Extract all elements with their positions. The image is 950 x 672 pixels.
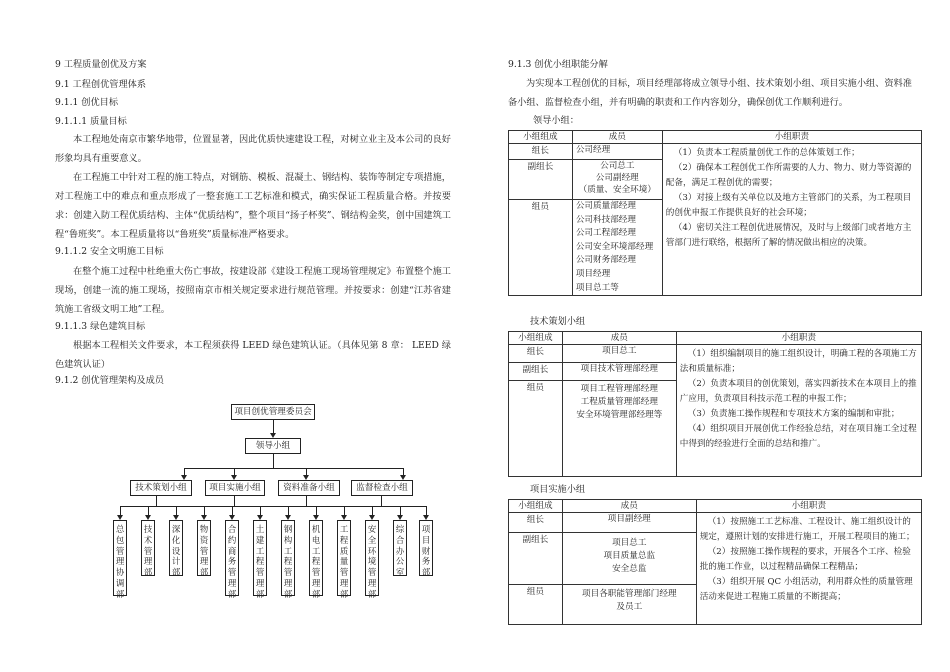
t2-members-deputy: 项目技术管理部经理 <box>562 363 676 381</box>
heading-9-1-1-1: 9.1.1.1 质量目标 <box>55 116 127 127</box>
org-group-supervision: 监督检查小组 <box>351 480 413 496</box>
org-leader-group: 领导小组 <box>245 438 301 454</box>
t1-members-deputy: 公司总工 公司副经理 （质量、安全环境） <box>572 160 662 200</box>
t1-role-leader: 组长 <box>509 144 573 160</box>
dept-steel: 钢构工程管理部 <box>281 520 295 596</box>
t2-th-composition: 小组组成 <box>509 332 563 345</box>
paragraph-green-goal: 根据本工程相关文件要求，本工程须获得 LEED 绿色建筑认证。（具体见第 8 章： LEED 绿色建筑认证） <box>55 340 451 370</box>
heading-9-1-2: 9.1.2 创优管理架构及成员 <box>55 375 164 386</box>
t2-members-member: 项目工程管理部经理 工程质量管理部经理 安全环境管理部经理等 <box>562 381 676 477</box>
t3-role-leader: 组长 <box>509 513 563 533</box>
dept-technical: 技术管理部 <box>141 520 155 576</box>
t3-role-member: 组员 <box>509 585 563 625</box>
t2-duties: （1）组织编制项目的施工组织设计，明确工程的各项施工方法和质量标准； （2）负责本项目的创优策划，落实四新技术在本项目上的推广应用，负责项目科技示范工程的申报工作； （3）负责施工操作规程和专项技术方案的编制和审批； （4）组织项目开展创优工作经验总结，对在项目施工全过程中得到的经验进行全面的总结和推广。 <box>676 345 921 477</box>
t2-role-member: 组员 <box>509 381 563 477</box>
table-leader-group <box>508 130 922 296</box>
dept-mep: 机电工程管理部 <box>309 520 323 596</box>
heading-9: 9 工程质量创优及方案 <box>55 59 147 70</box>
t2-members-leader: 项目总工 <box>562 345 676 363</box>
org-group-implementation: 项目实施小组 <box>205 480 265 496</box>
t2-role-deputy: 副组长 <box>509 363 563 381</box>
t2-th-members: 成员 <box>562 332 676 345</box>
org-group-tech-planning: 技术策划小组 <box>130 480 192 496</box>
dept-contracts: 合约商务管理部 <box>225 520 239 596</box>
t3-members-member: 项目各职能管理部门经理 及员工 <box>562 585 696 625</box>
t3-role-deputy: 副组长 <box>509 533 563 585</box>
paragraph-groups-intro: 为实现本工程创优的目标，项目经理部将成立领导小组、技术策划小组、项目实施小组、资料准备小组、监督检查小组，并有明确的职责和工作内容划分，确保创优工作顺利进行。 <box>508 78 912 108</box>
t2-role-leader: 组长 <box>509 345 563 363</box>
t1-members-leader: 公司经理 <box>572 144 662 160</box>
dept-general-coordination: 总包管理协调部 <box>113 520 127 596</box>
t1-role-member: 组员 <box>509 200 573 296</box>
heading-9-1-3: 9.1.3 创优小组职能分解 <box>508 59 608 70</box>
th-members: 成员 <box>572 131 662 144</box>
paragraph-quality-intro: 本工程地处南京市繁华地带，位置显著，因此优质快速建设工程，对树立业主及本公司的良好形象均具有重要意义。 <box>55 134 451 164</box>
org-chart <box>100 398 480 613</box>
table-leader-title: 领导小组： <box>533 115 579 126</box>
heading-9-1-1-3: 9.1.1.3 绿色建筑目标 <box>55 321 146 332</box>
t1-duties: （1）负责本工程质量创优工作的总体策划工作； （2）确保本工程创优工作所需要的人力、物力、财力等资源的配备，满足工程创优的需要； （3）对接上级有关单位以及地方主管部门的关系，为工程项目的创优申报工作提供良好的社会环境； （4）密切关注工程创优进展情况，及时与上级部门或者地方主管部门进行联络，根据所了解的情况做出相应的决策。 <box>662 144 921 296</box>
paragraph-safety-goal: 在整个施工过程中杜绝重大伤亡事故，按建设部《建设工程施工现场管理规定》布置整个施工现场，创建一流的施工现场，按照南京市相关规定要求进行规范管理。并按要求：创建“江苏省建筑施工省级文明工地”工程。 <box>55 266 451 315</box>
t3-th-members: 成员 <box>562 500 696 513</box>
t3-th-composition: 小组组成 <box>509 500 563 513</box>
heading-9-1-1: 9.1.1 创优目标 <box>55 97 119 108</box>
heading-9-1: 9.1 工程创优管理体系 <box>55 79 147 90</box>
org-group-documentation: 资料准备小组 <box>278 480 340 496</box>
dept-quality: 工程质量管理部 <box>337 520 351 596</box>
table-implementation-group <box>508 499 922 625</box>
dept-finance: 项目财务部 <box>419 520 433 576</box>
paragraph-quality-measures: 在工程施工中针对工程的施工特点，对钢筋、模板、混凝土、钢结构、装饰等制定专项措施，对工程施工中的难点和重点形成了一整套施工工艺标准和模式，确实保证工程质量合格。并按要求：创建入防工程优质结构、主体“优质结构”，整个项目“扬子杯奖”、钢结构金奖，创中国建筑工程“鲁班奖”。本工程质量将以“鲁班奖”质量标准严格要求。 <box>55 172 451 240</box>
th-composition: 小组组成 <box>509 131 573 144</box>
org-top-committee: 项目创优管理委员会 <box>231 404 315 420</box>
table-tech-title: 技术策划小组 <box>530 316 586 327</box>
t2-th-duties: 小组职责 <box>676 332 921 345</box>
dept-civil: 土建工程管理部 <box>253 520 267 596</box>
dept-detail-design: 深化设计部 <box>169 520 183 576</box>
th-duties: 小组职责 <box>662 131 921 144</box>
heading-9-1-1-2: 9.1.1.2 安全文明施工目标 <box>55 246 164 257</box>
t1-role-deputy: 副组长 <box>509 160 573 200</box>
t3-th-duties: 小组职责 <box>696 500 921 513</box>
table-impl-title: 项目实施小组 <box>530 484 586 495</box>
dept-materials: 物资管理部 <box>197 520 211 576</box>
dept-general-office: 综合办公室 <box>393 520 407 576</box>
t3-members-leader: 项目副经理 <box>562 513 696 533</box>
t3-duties: （1）按照施工工艺标准、工程设计、施工组织设计的规定，遵照计划的安排进行施工，开展工程项目的施工； （2）按照施工操作规程的要求，开展各个工序、检验批的施工作业，以过程精品确保工程精品； （3）组织开展 QC 小组活动，利用群众性的质量管理活动来促进工程施工质量的不断提高； <box>696 513 921 625</box>
table-tech-group <box>508 331 922 477</box>
t1-members-member: 公司质量部经理 公司科技部经理 公司工程部经理 公司安全环境部经理 公司财务部经理 项目经理 项目总工等 <box>572 200 662 296</box>
dept-safety-environment: 安全环境管理部 <box>365 520 379 596</box>
t3-members-deputy: 项目总工 项目质量总监 安全总监 <box>562 533 696 585</box>
